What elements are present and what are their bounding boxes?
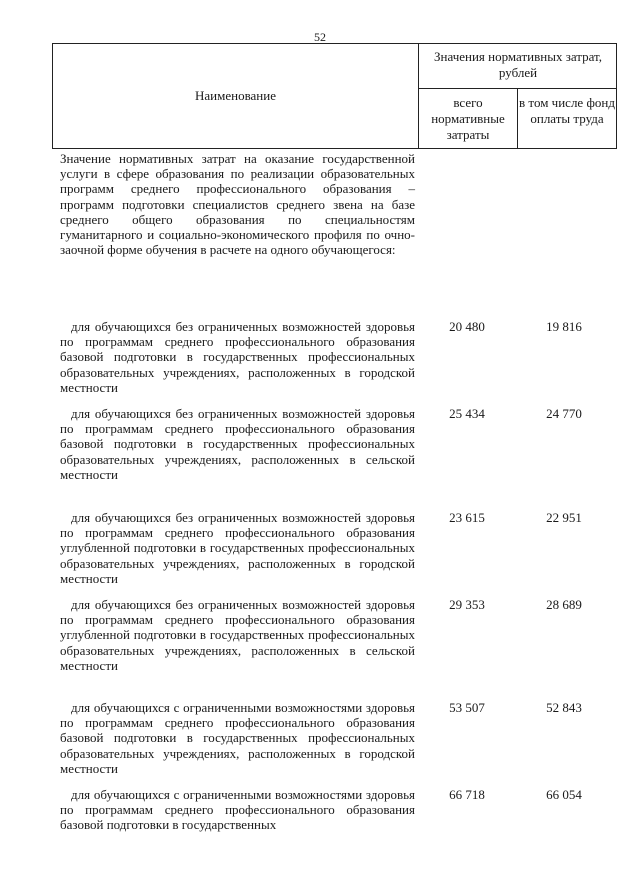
total-column-header: всего нормативные затраты — [431, 95, 505, 142]
table-row-text: для обучающихся с ограниченными возможностями здоровья по программам среднего профессионального образования базовой подготовки в государственных профессиональных образовательных учреждениях, расположенных в городской местности — [60, 700, 415, 776]
header-top-border — [52, 43, 617, 44]
table-row-payroll: 22 951 — [546, 510, 582, 525]
header-right-border — [616, 43, 617, 148]
page-number: 52 — [314, 30, 326, 44]
table-row-total: 25 434 — [449, 406, 485, 421]
values-group-header: Значения нормативных затрат, рублей — [433, 49, 603, 80]
table-row-payroll: 19 816 — [546, 319, 582, 334]
table-row-text: для обучающихся без ограниченных возможностей здоровья по программам среднего профессионального образования базовой подготовки в государственных профессиональных образовательных учреждениях, расположенных в городской местности — [60, 319, 415, 395]
table-row-text: для обучающихся без ограниченных возможностей здоровья по программам среднего профессионального образования базовой подготовки в государственных профессиональных образовательных учреждениях, расположенных в сельской местности — [60, 406, 415, 482]
table-row-payroll: 66 054 — [546, 787, 582, 802]
header-name-divider — [418, 43, 419, 148]
table-row-payroll: 28 689 — [546, 597, 582, 612]
header-bottom-border — [52, 148, 617, 149]
payroll-column-header: в том числе фонд оплаты труда — [519, 95, 615, 126]
name-column-header: Наименование — [195, 88, 276, 103]
table-row-total: 66 718 — [449, 787, 485, 802]
table-row-payroll: 24 770 — [546, 406, 582, 421]
table-row-total: 20 480 — [449, 319, 485, 334]
intro-text: Значение нормативных затрат на оказание государственной услуги в сфере образования по реализации образовательных программ среднего профессионального образования – программ подготовки специалистов среднего звена на базе среднего общего образования по специальностям гуманитарного и социально-экономического профиля по очно-заочной форме обучения в расчете на одного обучающегося: — [60, 151, 415, 258]
table-row-text: для обучающихся с ограниченными возможностями здоровья по программам среднего профессионального образования базовой подготовки в государственных — [60, 787, 415, 833]
table-row-text: для обучающихся без ограниченных возможностей здоровья по программам среднего профессионального образования углубленной подготовки в государственных профессиональных образовательных учреждениях, расположенных в городской местности — [60, 510, 415, 586]
header-value-divider — [517, 88, 518, 148]
table-row-total: 29 353 — [449, 597, 485, 612]
table-row-total: 23 615 — [449, 510, 485, 525]
table-row-payroll: 52 843 — [546, 700, 582, 715]
table-row-text: для обучающихся без ограниченных возможностей здоровья по программам среднего профессионального образования углубленной подготовки в государственных профессиональных образовательных учреждениях, расположенных в сельской местности — [60, 597, 415, 673]
table-row-total: 53 507 — [449, 700, 485, 715]
